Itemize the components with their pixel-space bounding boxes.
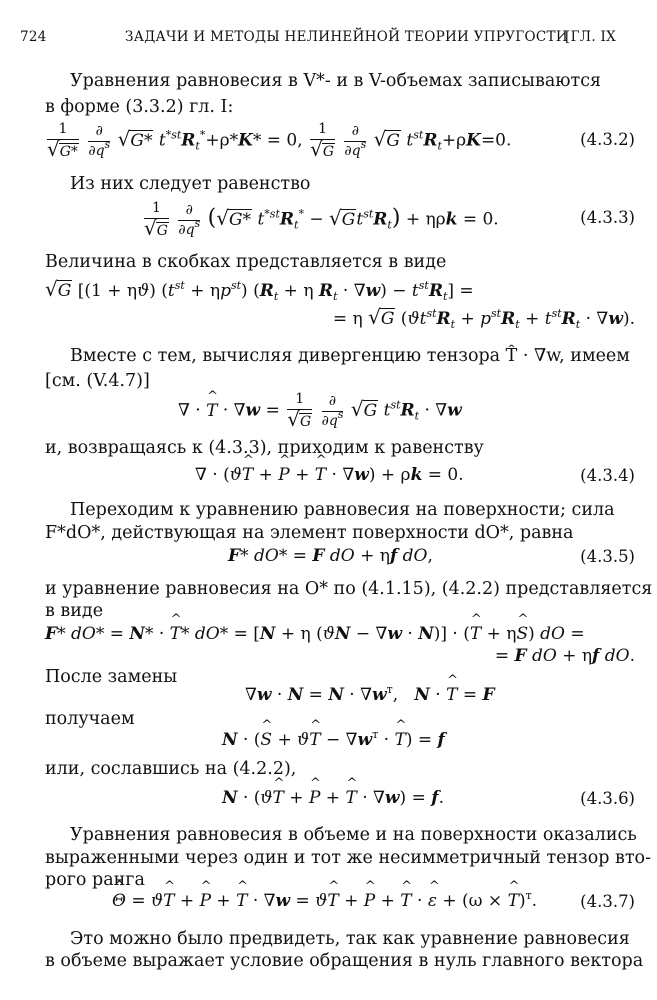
equation-divergence: ∇ · ^ T · ∇w = $\frac{1}{√G}$ $\frac{\partial}{\partial q^s}$ √G $t^{st}R_t \cdot \nabla w$ — [178, 391, 462, 431]
equation-bracket-expansion: √G [(1 + ηϑ) $(t^{st} + \eta p^{st}) (R_t + \eta$ $R_t \cdot \nabla w) - t^{st}R_t$] = — [45, 277, 474, 303]
text-line: и, возвращаясь к (4.3.3), приходим к равенству — [45, 438, 484, 458]
text-line: рого ранга — [45, 870, 145, 890]
text-line: Переходим к уравнению равновесия на поверхности; сила — [70, 500, 615, 520]
text-line: Величина в скобках представляется в виде — [45, 252, 447, 272]
text-line: Уравнения равновесия в V*- и в V-объемах записываются — [70, 71, 602, 91]
equation-4-3-7: ^ Θ = ϑ^ T + ^ P + ^ T · ∇w = ϑ^ T + ^ P + ^ T · ^ ε + (ω × ^ T)$^т$. — [112, 891, 537, 911]
equation-4-3-4: ∇ · (ϑ^ T + ^ P + ^ T · ∇w) + ρk = 0. — [195, 465, 464, 485]
chapter-label: [ГЛ. IX — [565, 29, 617, 45]
equation-surface-cont: = F dO + ηf dO. — [494, 646, 635, 666]
text-line: в виде — [45, 601, 104, 621]
equation-replacement: $\nabla w \cdot N = N \cdot \nabla w^т$, N · ^ T = F — [245, 685, 495, 705]
text-line: получаем — [45, 709, 135, 729]
text-line: Уравнения равновесия в объеме и на поверхности оказались — [70, 825, 637, 845]
equation-number: (4.3.4) — [580, 466, 635, 485]
equation-bracket-expansion-cont: = η √G $(ϑt^{st}R_t + p^{st}R_t + t^{st}R_t \cdot \nabla w)$. — [332, 305, 635, 331]
equation-number: (4.3.2) — [580, 130, 635, 149]
page-number: 724 — [20, 29, 47, 45]
equation-number: (4.3.6) — [580, 789, 635, 808]
equation-number: (4.3.3) — [580, 208, 635, 227]
text-line: F*dO*, действующая на элемент поверхности dO*, равна — [45, 523, 574, 543]
equation-number: (4.3.7) — [580, 892, 635, 911]
text-line: выраженными через один и тот же несимметричный тензор вто- — [45, 848, 651, 868]
equation-4-3-6: N · (ϑ^ T + ^ P + ^ T · ∇w) = f. — [222, 788, 444, 808]
text-line: или, сославшись на (4.2.2), — [45, 759, 297, 779]
text-line: в форме (3.3.2) гл. I: — [45, 97, 234, 117]
text-line: После замены — [45, 667, 178, 687]
text-line: в объеме выражает условие обращения в нуль главного вектора — [45, 951, 644, 971]
equation-number: (4.3.5) — [580, 547, 635, 566]
equation-4-3-3: $\frac{1}{√G}$ $\frac{\partial}{\partial q^s}$ (√G* $t^{*st}R_t^* - √Gt^{st}R_t) + \eta\rho k = 0$. — [144, 200, 499, 240]
text-line: Вместе с тем, вычисляя дивергенцию тензора T̂ · ∇w, имеем — [70, 346, 630, 366]
equation-4-3-2: $\frac{1}{√G*}$ $\frac{\partial}{\partial q^s}$ √G* $t^{*st}R_t^*+\rho*K* = 0$, $\frac{1}{√G}$ $\frac{\partial}{\partial q^s}$ √G $t^{st}R_t+\rho K=0$. — [47, 121, 512, 161]
text-line: и уравнение равновесия на O* по (4.1.15), (4.2.2) представляется — [45, 579, 653, 599]
text-line: [см. (V.4.7)] — [45, 371, 150, 391]
equation-intermediate: N · (^ S + ϑ^ $T - \nabla w^т$ · ^ T) = f — [222, 730, 445, 750]
equation-4-3-5: F* dO* = F dO + ηf dO, — [228, 546, 433, 566]
text-line: Это можно было предвидеть, так как уравнение равновесия — [70, 929, 630, 949]
equation-surface: F* dO* = N* · ^ T* dO* = [N + η (ϑN − ∇w · N)] · (^ T + η^ S) dO = — [45, 624, 585, 644]
running-title: ЗАДАЧИ И МЕТОДЫ НЕЛИНЕЙНОЙ ТЕОРИИ УПРУГОСТИ — [125, 29, 568, 45]
text-line: Из них следует равенство — [70, 174, 311, 194]
